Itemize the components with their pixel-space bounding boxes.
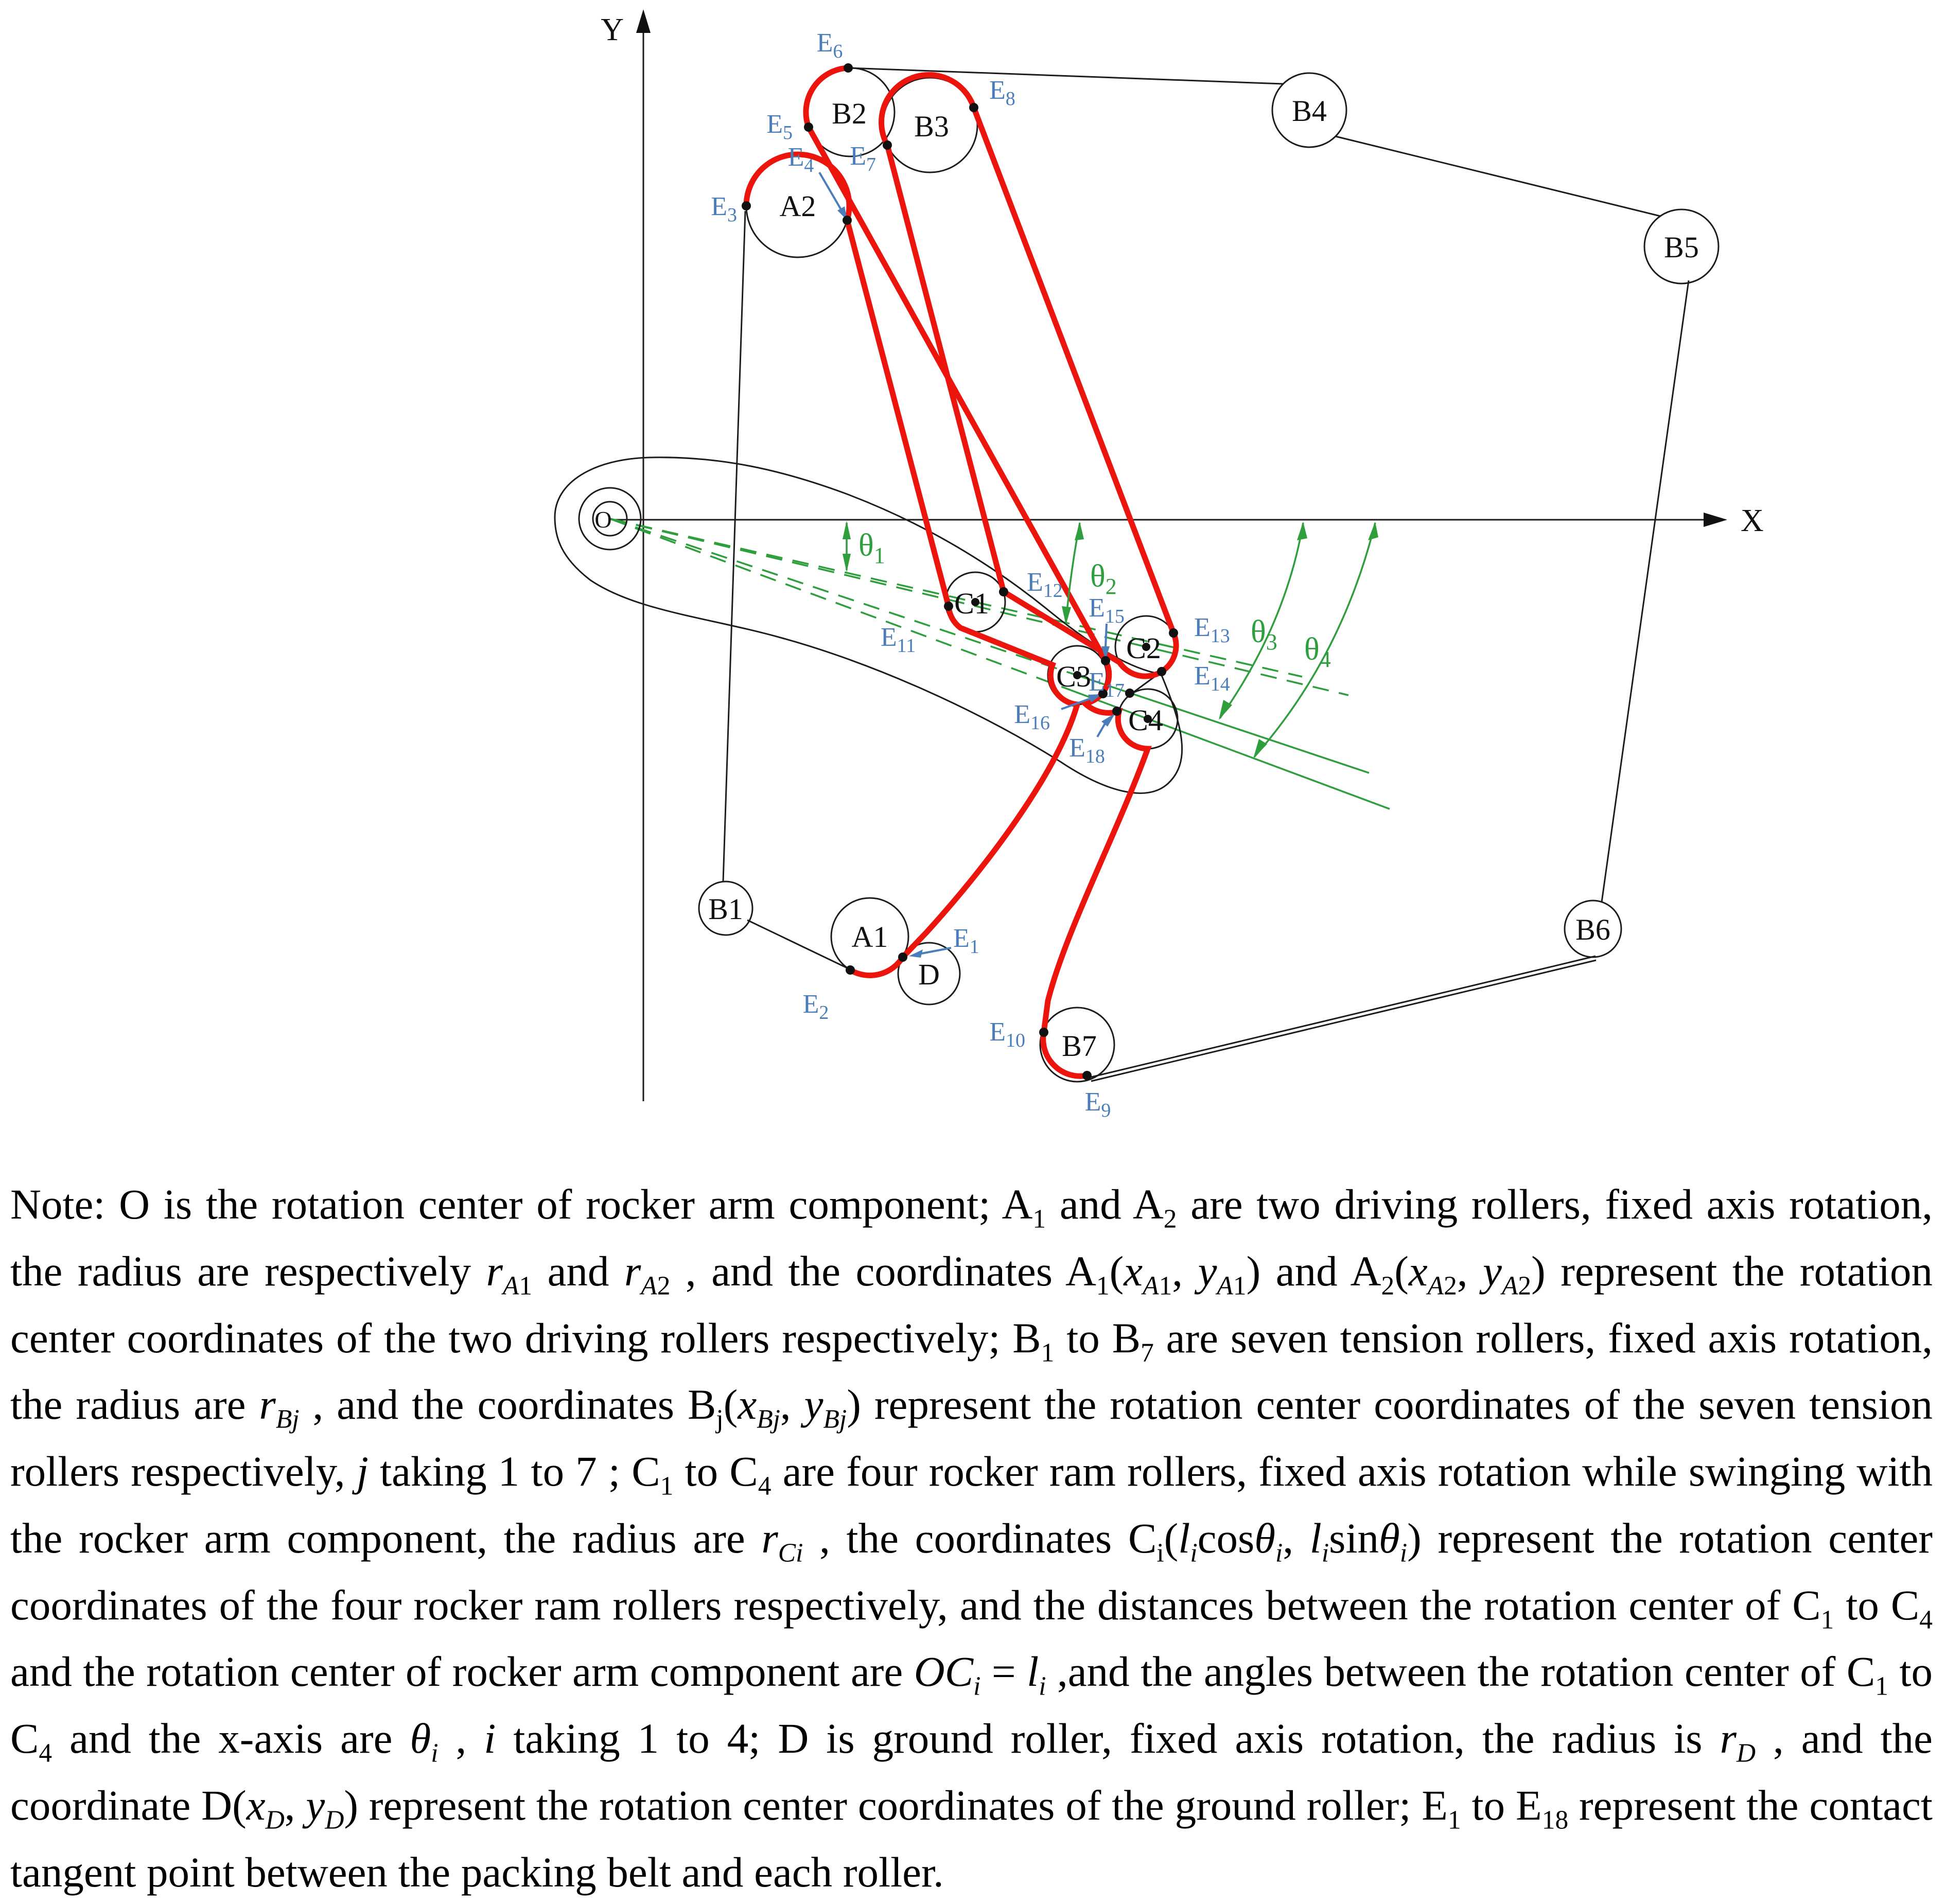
roller-label-b3: B3 [914,110,949,143]
label-e18: $E_{18}$ [1069,733,1105,767]
tangent-point-e15 [1101,656,1110,665]
label-e2: $E_2$ [802,990,829,1024]
span-b4-b5 [1336,136,1660,216]
label-theta1: $\theta_1$ [858,528,885,568]
belt-strand-b3-c1-c2 [887,145,1162,676]
label-e3: $E_3$ [711,192,737,226]
x-axis-arrow-icon [1704,513,1727,527]
label-e12: $E_{12}$ [1027,568,1063,602]
roller-label-c1: C1 [954,587,989,620]
tangent-point-e2 [846,965,855,975]
roller-label-d: D [918,958,940,991]
y-axis-arrow-icon [636,9,651,33]
label-e10: $E_{10}$ [989,1017,1025,1051]
tangent-point-e9 [1082,1071,1092,1080]
roller-labels [594,94,1698,1063]
figure-note: Note: O is the rotation center of rocker arm component; $A_1$ and $A_2$ are two driving rollers, fixed axis rotation, the radius are respectively $r_{A1}$ and $r_{A2}$ , and the coordinates $A_1(x_{A1}$, $y_{A1}$) and $A_2(x_{A2}$, $y_{A2}$) represent the rotation center coordinates of the two driving rollers respectively; $B_1$ to $B_7$ are seven tension rollers, fixed axis rotation, the radius are $r_{Bj}$ , and the coordinates $B_j(x_{Bj}$, $y_{Bj}$) represent the rotation center coordinates of the seven tension rollers respectively, j taking 1 to 7 ; $C_1$ to $C_4$ are four rocker ram rollers, fixed axis rotation while swinging with the rocker arm component, the radius are $r_{Ci}$ , the coordinates $C_i(l_i\cos\theta_i$, $l_i\sin\theta_i$) represent the rotation center coordinates of the four rocker ram rollers respectively, and the distances between the rotation center of $C_1$ to $C_4$ and the rotation center of rocker arm component are $OC_i = l_i$ ,and the angles between the rotation center of $C_1$ to $C_4$ and the x-axis are $\theta_i$ , i taking 1 to 4; D is ground roller, fixed axis rotation, the radius is $r_D$ , and the coordinate $D(x_D$, $y_D$) represent the rotation center coordinates of the ground roller; $E_1$ to $E_{18}$ represent the contact tangent point between the packing belt and each roller. [10,1180,1933,1896]
ray-o-c4-dashed [610,519,1071,690]
origin-label: O [594,506,612,533]
label-theta4: $\theta_4$ [1304,632,1331,672]
tangent-point-e7 [883,140,892,150]
tangent-point-e5 [804,122,813,132]
label-e13: $E_{13}$ [1194,613,1230,647]
tangent-point-e18 [1112,707,1121,716]
label-e11: $E_{11}$ [880,623,916,657]
tangent-point-e3 [742,201,751,210]
tangent-point-e12 [999,587,1008,596]
tangent-point-e4 [843,216,852,225]
tangent-point-e1 [898,953,907,962]
dim-theta1-arrow-up-icon [843,521,851,539]
span-b5-b6 [1602,280,1689,902]
roller-label-b2: B2 [832,97,867,130]
ray-o-c3-dashed [610,519,1071,673]
roller-label-c2: C2 [1126,631,1161,665]
angle-dimension-lines [843,521,1378,759]
leader-e18 [1097,724,1105,737]
tangent-point-e10 [1039,1028,1048,1037]
roller-label-a2: A2 [779,189,816,223]
label-e5: $E_5$ [766,110,793,144]
label-e16: $E_{16}$ [1014,700,1050,734]
roller-label-c4: C4 [1128,703,1163,737]
label-e8: $E_8$ [989,76,1015,110]
span-b6-b7-double [1091,960,1596,1081]
roller-label-b7: B7 [1062,1029,1097,1063]
label-e6: $E_6$ [816,28,843,62]
label-theta3: $\theta_3$ [1251,614,1277,655]
label-e1: $E_1$ [953,924,979,958]
tangent-point-e13 [1169,628,1178,638]
roller-label-b5: B5 [1664,231,1699,264]
tangent-point-e11 [944,602,953,611]
tangent-point-e14 [1157,667,1166,676]
roller-label-c3: C3 [1056,660,1091,693]
roller-label-b1: B1 [708,892,743,926]
x-axis-label: X [1741,503,1764,538]
label-e9: $E_9$ [1084,1087,1111,1121]
roller-label-b6: B6 [1575,913,1610,946]
label-theta2: $\theta_2$ [1090,559,1117,599]
leader-e1 [921,948,951,954]
label-e4: $E_4$ [787,143,814,177]
dim-theta2-arrow-up-icon [1075,522,1084,540]
label-e17: $E_{17}$ [1089,667,1125,701]
label-e14: $E_{14}$ [1194,661,1230,695]
roller-label-b4: B4 [1292,94,1327,128]
label-e7: $E_7$ [850,142,876,175]
label-e15: $E_{15}$ [1089,593,1125,627]
tangent-point-e6 [844,63,853,73]
dim-theta4-arrow-up-icon [1368,522,1378,540]
dim-theta4-arrow-down-icon [1253,739,1267,759]
roller-label-a1: A1 [851,920,888,954]
tangent-point-e8 [969,103,978,112]
y-axis-label: Y [601,12,624,47]
span-b6-b7 [1089,956,1596,1078]
dim-theta1-arrow-down-icon [843,554,851,572]
tangent-point-e17 [1125,689,1134,698]
